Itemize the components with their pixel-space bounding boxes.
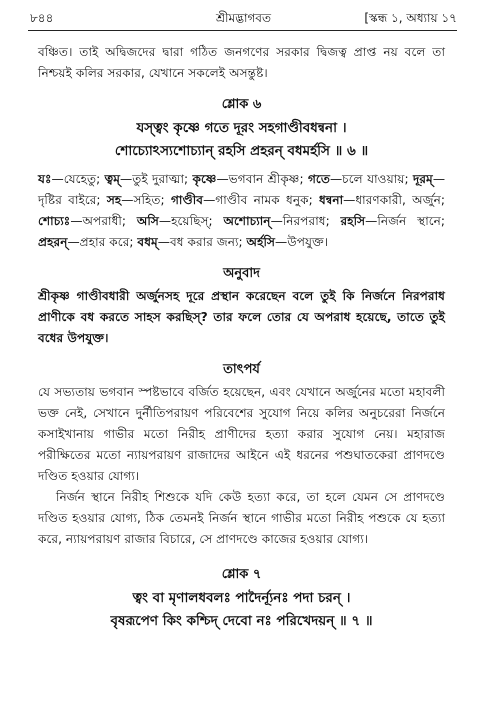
synonym-meaning: —নিরপরাধ; <box>270 214 341 228</box>
translation-text: শ্রীকৃষ্ণ গাণ্ডীবধারী অর্জুনসহ দূরে প্রস্থান করেছেন বলে তুই কি নির্জনে নিরপরাধ প্রাণীকে বধ করতে সাহস করছিস্? তার ফলে তোর যে অপরাধ হয়েছে, তাতে তুই বধের উপযুক্ত। <box>38 289 445 345</box>
purport-paragraph-2: নির্জন স্থানে নিরীহ শিশুকে যদি কেউ হত্যা করে, তা হলে যেমন সে প্রাণদণ্ডে দণ্ডিত হওয়ার যোগ্য, ঠিক তেমনই নির্জন স্থানে গাভীর মতো নিরীহ পশুকে যে হত্যা করে, ন্যায়পরায়ণ রাজার বিচারে, সে প্রাণদণ্ডে কাজের হওয়ার যোগ্য। <box>38 490 445 546</box>
synonym-term: সহ <box>106 193 122 207</box>
page-number: ৮৪৪ <box>30 11 54 25</box>
synonym-term: ত্বম্ <box>104 172 121 186</box>
verse-7-line-2: বৃষরূপেণ কিং কশ্চিদ্ দেবো নঃ পরিখেদয়ন্ ॥ ৭ ॥ <box>110 613 373 629</box>
synonym-meaning: —হয়েছিস্; <box>158 214 224 228</box>
verse-7-heading: শ্লোক ৭ <box>221 567 262 582</box>
synonym-term: শোচ্যঃ <box>38 214 71 228</box>
synonym-meaning: —বধ করার জন্য; <box>157 235 247 249</box>
synonym-meaning: —দৃষ্টির বাইরে; <box>38 172 446 207</box>
synonym-term: কৃষ্ণে <box>192 172 217 186</box>
synonym-meaning: —যেহেতু; <box>51 172 105 186</box>
verse-6-line-2: শোচ্যোঽস্যশোচ্যান্ রহসি প্রহরন্ বধমর্হসি ॥ ৬ ॥ <box>114 143 369 159</box>
synonym-meaning: —উপযুক্ত। <box>275 235 329 249</box>
synonym-term: গাণ্ডীব <box>170 193 204 207</box>
verse-6-line-1: যস্ত্বং কৃষ্ণে গতে দূরং সহগাণ্ডীবধন্বনা । <box>136 120 347 136</box>
synonym-term: রহসি <box>340 214 366 228</box>
page-header <box>30 10 457 32</box>
synonym-meaning: —গাণ্ডীব নামক ধনুক; <box>203 193 320 207</box>
synonym-term: অসি <box>136 214 159 228</box>
synonym-meaning: —প্রহার করে; <box>67 235 138 249</box>
purport-heading: তাৎপর্য <box>223 362 260 377</box>
synonym-meaning: —চলে যাওয়ায়; <box>329 172 413 186</box>
synonym-term: গতে <box>307 172 330 186</box>
header-rule <box>28 30 457 31</box>
synonym-meaning: —সহিত; <box>121 193 171 207</box>
page-body <box>38 42 445 633</box>
running-title: শ্রীমদ্ভাগবত <box>215 11 271 25</box>
translation-heading: অনুবাদ <box>223 266 260 281</box>
synonym-term: অশোচ্যান্ <box>223 214 271 228</box>
verse-7-line-1: ত্বং বা মৃণালধবলঃ পাদৈর্ন্যূনঃ পদা চরন্ । <box>132 590 351 606</box>
synonym-term: প্রহরন্ <box>38 235 68 249</box>
synonym-term: দূরম্ <box>412 172 433 186</box>
synonym-meaning: —ভগবান শ্রীকৃষ্ণ; <box>216 172 308 186</box>
synonym-term: যঃ <box>38 172 52 186</box>
synonym-meaning: —অপরাধী; <box>70 214 137 228</box>
synonym-meaning: —নির্জন স্থানে; <box>365 214 446 228</box>
synonym-term: বধম্ <box>137 235 158 249</box>
purport-paragraph-1: যে সভ্যতায় ভগবান স্পষ্টভাবে বর্জিত হয়েছেন, এবং যেখানে অর্জুনের মতো মহাবলী ভক্ত নেই, সেখানে দুর্নীতিপরায়ণ পরিবেশের সুযোগ নিয়ে কলির অনুচরেরা নির্জনে কসাইখানায় গাভীর মতো নিরীহ প্রাণীদের হত্যা করার সুযোগ নেয়। মহারাজ পরীক্ষিতের মতো ন্যায়পরায়ণ রাজাদের আইনে এই ধরনের পশুঘাতকেরা প্রাণদণ্ডে দণ্ডিত হওয়ার যোগ্য। <box>38 385 445 483</box>
synonym-meaning: —তুই দুরাত্মা; <box>120 172 193 186</box>
synonym-term: ধন্বনা <box>319 193 344 207</box>
synonyms-paragraph <box>38 169 445 253</box>
synonym-meaning: —ধারণকারী, অর্জুন; <box>343 193 446 207</box>
synonym-term: অর্হসি <box>246 235 276 249</box>
verse-6-heading: শ্লোক ৬ <box>221 97 262 112</box>
section-reference: [স্কন্ধ ১, অধ্যায় ১৭ <box>364 11 457 25</box>
intro-paragraph: বঞ্চিত। তাই অদ্বিজদের দ্বারা গঠিত জনগণের সরকার দ্বিজত্ব প্রাপ্ত নয় বলে তা নিশ্চয়ই কলির সরকার, যেখানে সকলেই অসন্তুষ্ট। <box>38 45 445 80</box>
